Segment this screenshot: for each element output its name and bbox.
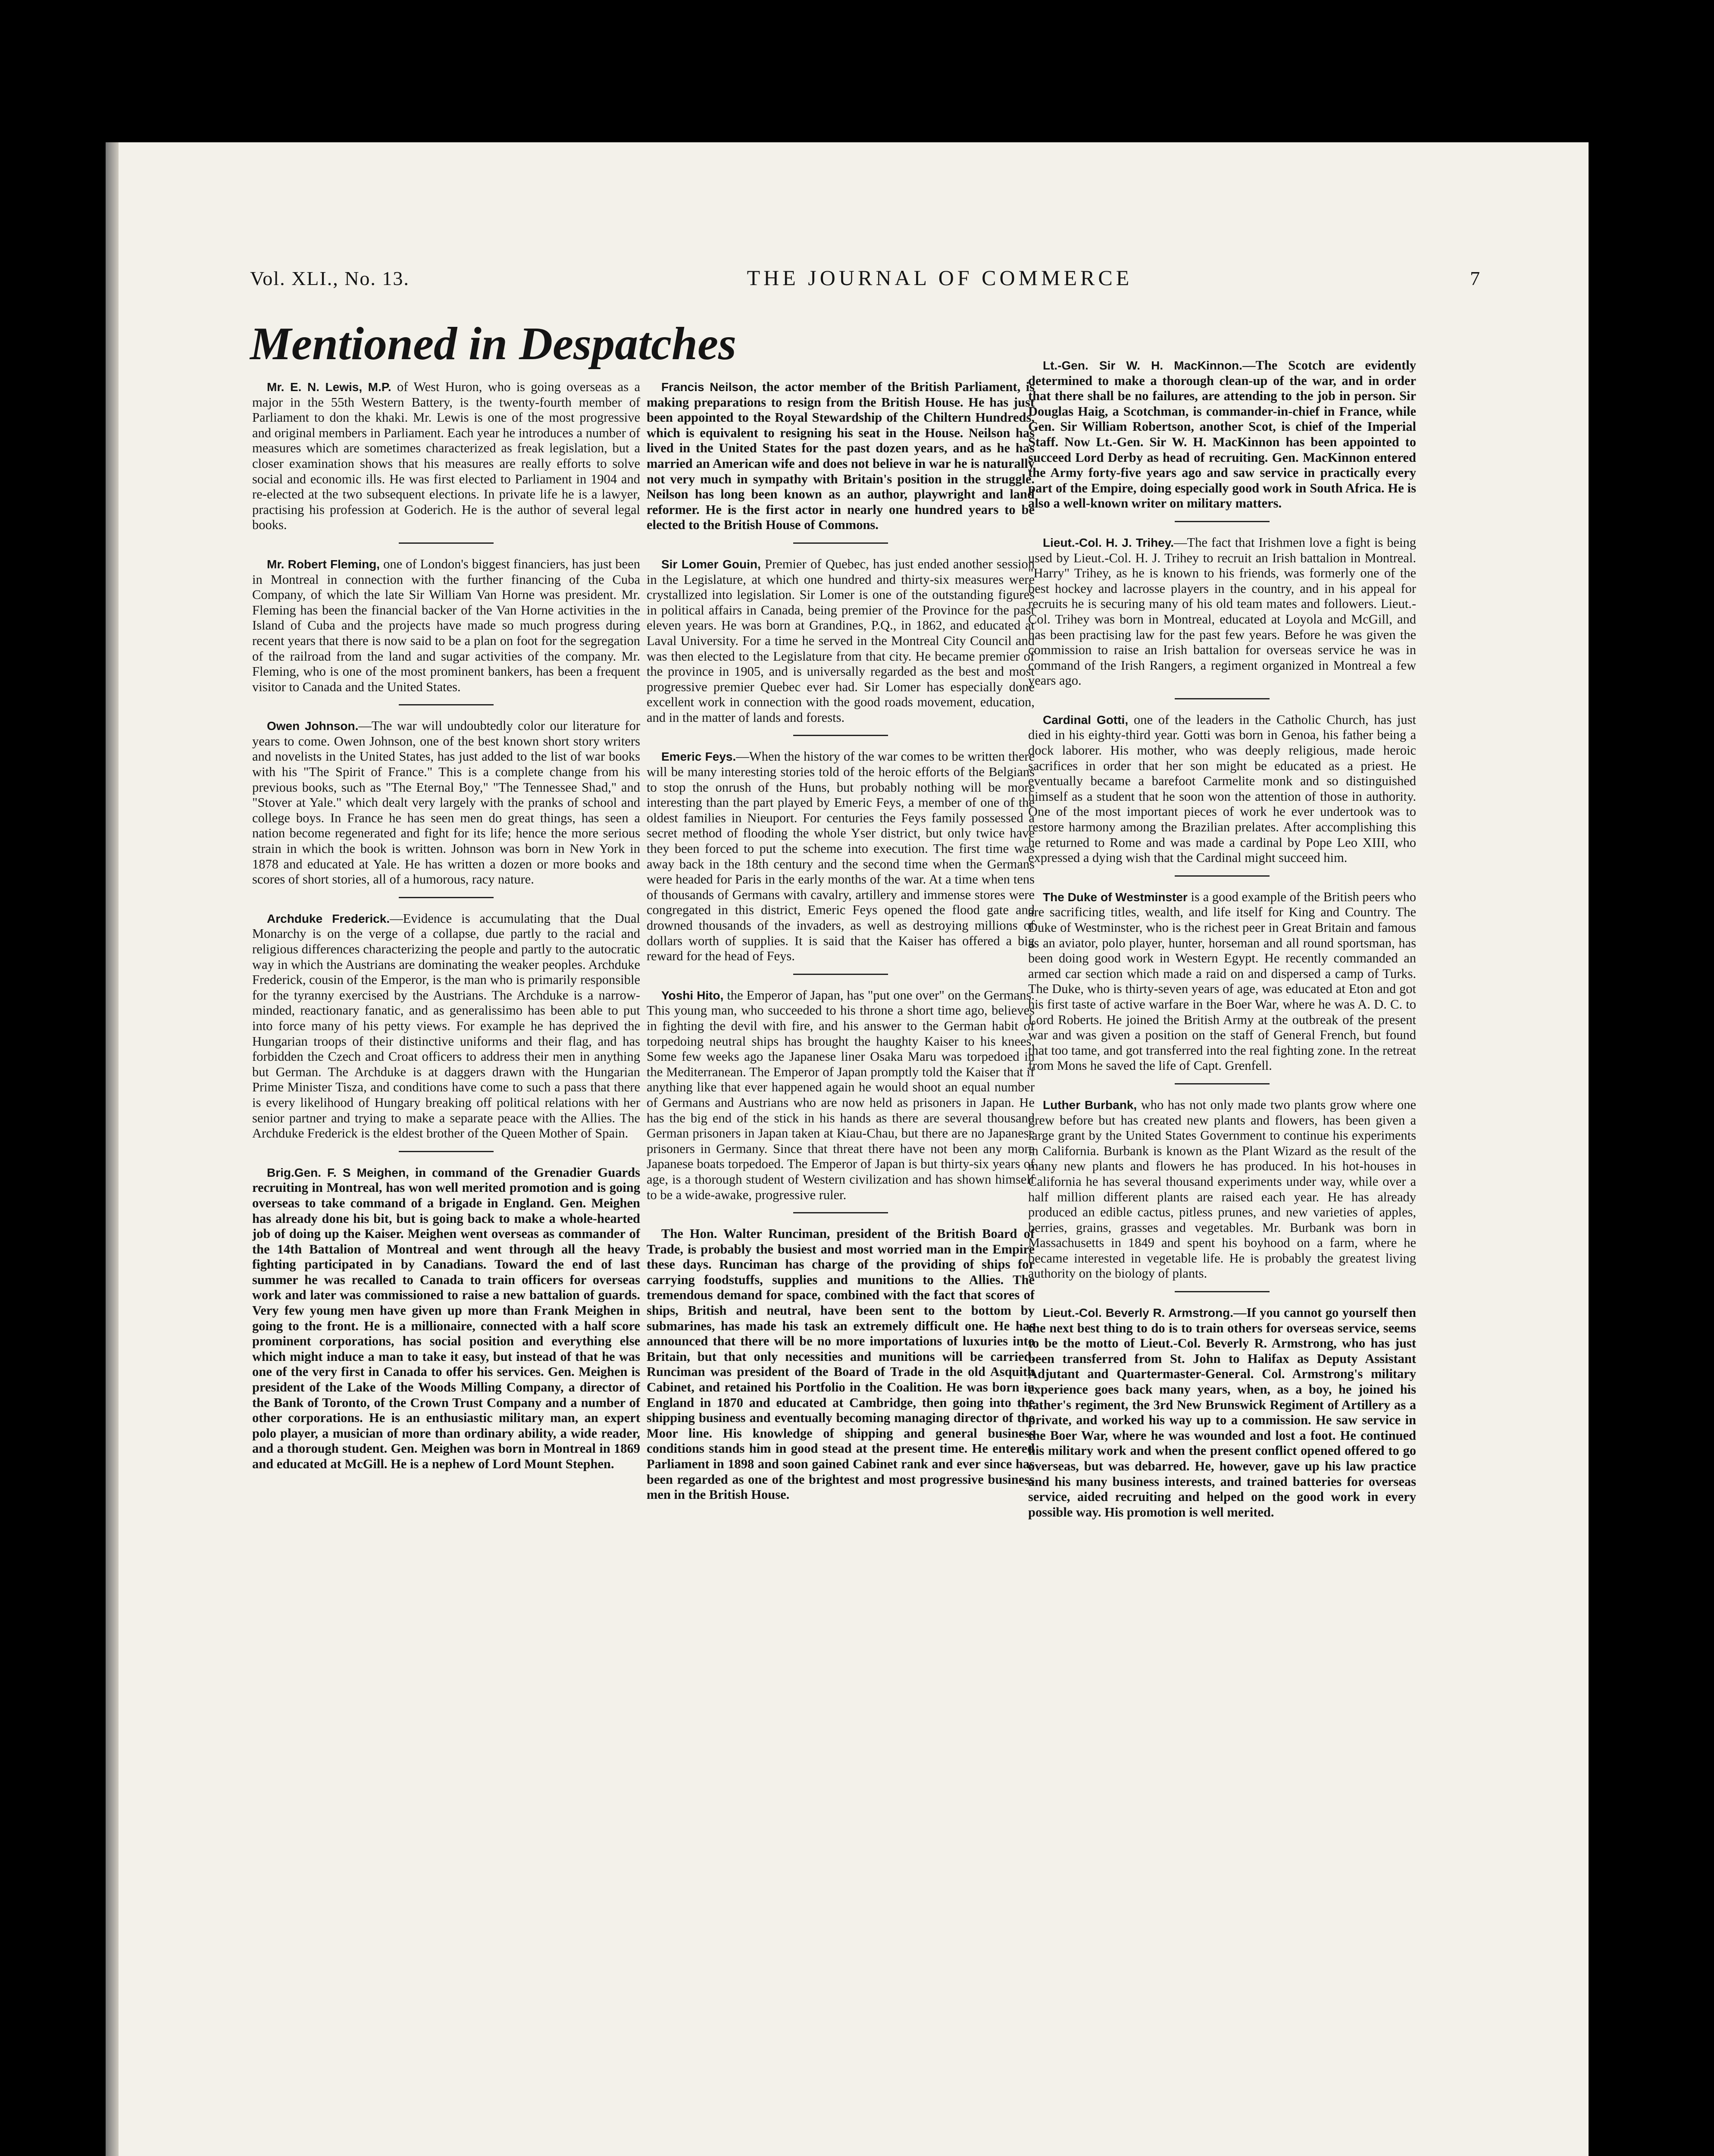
article-lewis: [252, 379, 640, 533]
article-name: Owen Johnson.: [267, 719, 359, 733]
article-name: Emeric Feys.: [661, 750, 736, 764]
article-text: is a good example of the British peers who are sacrificing titles, wealth, and life itself for King and Country. The Duke of Westminster, who is the richest peer in Great Britain and famous as an aviator, polo player, hunter, horseman and all round sportsman, has been doing good work in Western Egypt. He recently commanded an armed car section which made a raid on and dispersed a camp of Turks. The Duke, who is thirty-seven years of age, was educated at Eton and got his first taste of active warfare in the Boer War, where he was A. D. C. to Lord Roberts. He joined the British Army at the outbreak of the present war and was given a position on the staff of General French, but found that too tame, and got transferred into the real fighting zone. In the retreat from Mons he saved the life of Capt. Grenfell.: [1028, 889, 1416, 1073]
article-divider: [399, 1151, 494, 1152]
article-text: —The fact that Irishmen love a fight is being used by Lieut.-Col. H. J. Trihey to recruit an Irish battalion in Montreal. "Harry" Trihey, as he is known to his friends, was formerly one of the best hockey and lacrosse players in the country, and in his appeal for recruits he is securing many of his old team mates and followers. Lieut.-Col. Trihey was born in Montreal, educated at Loyola and McGill, and has been practising law for the past few years. Before he was given the commission to raise an Irish battalion for overseas service he was in command of the Irish Rangers, a regiment organized in Montreal a few years ago.: [1028, 535, 1416, 688]
article-name: Cardinal Gotti,: [1043, 713, 1129, 727]
article-text: —If you cannot go yourself then the next best thing to do is to train others for overseas service, seems to be the motto of Lieut.-Col. Beverly R. Armstrong, who has just been transferred from St. John to Halifax as Deputy Assistant Adjutant and Quartermaster-General. Col. Armstrong's military experience goes back many years, when, as a boy, he joined his father's regiment, the 3rd New Brunswick Regiment of Artillery as a private, and worked his way up to a commission. He saw service in the Boer War, where he was wounded and lost a foot. He continued his military work and when the present conflict opened offered to go overseas, but was debarred. He, however, gave up his law practice and his many business interests, and trained batteries for overseas service, aided recruiting and helped on the good work in every possible way. His promotion is well merited.: [1028, 1305, 1416, 1520]
article-divider: [1175, 1083, 1270, 1084]
article-divider: [793, 974, 888, 975]
newspaper-page: [106, 142, 1589, 2156]
page-header: [250, 265, 1481, 304]
article-text: in command of the Grenadier Guards recruiting in Montreal, has won well merited promotion and is going overseas to take command of a brigade in England. Gen. Meighen has already done his bit, but is going back to make a whole-hearted job of doing up the Kaiser. Meighen went overseas as commander of the 14th Battalion of Montreal and went through all the heavy fighting participated in by Canadians. Toward the end of last summer he was recalled to Canada to train officers for overseas work and later was commissioned to raise a new battalion of guards. Very few young men have given up more than Frank Meighen in going to the front. He is a millionaire, connected with a half score prominent corporations, has social position and everything else which might induce a man to take it easy, but instead of that he was one of the very first in Canada to offer his services. Gen. Meighen is president of the Lake of the Woods Milling Company, a director of the Bank of Toronto, of the Crown Trust Company and a number of other corporations. He is an enthusiastic military man, an expert polo player, a musician of more than ordinary ability, a wide reader, and a thorough student. Gen. Meighen was born in Montreal in 1869 and educated at McGill. He is a nephew of Lord Mount Stephen.: [252, 1165, 640, 1471]
article-armstrong: [1028, 1305, 1416, 1520]
article-divider: [793, 735, 888, 736]
article-frederick: [252, 911, 640, 1141]
article-divider: [793, 1212, 888, 1213]
article-name: Luther Burbank,: [1043, 1098, 1137, 1112]
article-text: the Emperor of Japan, has "put one over" on the Germans. This young man, who succeeded to his throne a short time ago, believes in fighting the devil with fire, and his answer to the German habit of torpedoing neutral ships has brought the haughty Kaiser to his knees. Some few weeks ago the Japanese liner Osaka Maru was torpedoed in the Mediterranean. The Emperor of Japan promptly told the Kaiser that if anything like that ever happened again he would shoot an equal number of Germans and Austrians who are now held as prisoners in Japan. He has the big end of the stick in his hands as there are several thousand German prisoners in Japan taken at Kiau-Chau, but there are no Japanese prisoners in Germany. Since that threat there have not been any more Japanese boats torpedoed. The Emperor of Japan is but thirty-six years of age, is a thorough student of Western civilization and has shown himself to be a wide-awake, progressive ruler.: [647, 987, 1035, 1202]
column-1: [252, 379, 640, 2156]
masthead-spacer: [647, 362, 1035, 379]
article-text: who has not only made two plants grow where one grew before but has created new plants and flowers, has been given a large grant by the United States Government to continue his experiments in California. Burbank is known as the Plant Wizard as the result of the many new plants and flowers he has produced. In his hot-houses in California he has several thousand experiments under way, while over a half million different plants are raised each year. He has already produced an edible cactus, pitless prunes, and new varieties of apples, berries, grains, grasses and vegetables. Mr. Burbank was born in Massachusetts in 1849 and spent his boyhood on a farm, where he became interested in vegetable life. He is probably the greatest living authority on the biology of plants.: [1028, 1097, 1416, 1281]
article-trihey: [1028, 535, 1416, 689]
article-divider: [1175, 521, 1270, 522]
article-name: Brig.Gen. F. S Meighen,: [267, 1166, 409, 1179]
article-gouin: [647, 557, 1035, 726]
article-name: Lt.-Gen. Sir W. H. MacKinnon.: [1043, 359, 1242, 372]
article-text: —When the history of the war comes to be written there will be many interesting stories told of the heroic efforts of the Belgians to stop the onrush of the Huns, but probably nothing will be more interesting than the part played by Emeric Feys, a member of one of the oldest families in Nieuport. For centuries the Feys family possessed a secret method of flooding the whole Yser district, but only twice have they been forced to put the scheme into execution. The first time was away back in the 18th century and the second time when the Germans were headed for Paris in the early months of the war. At a time when tens of thousands of Germans with cavalry, artillery and immense stores were congregated in this district, Emeric Feys opened the flood gate and drowned thousands of the invaders, as well as destroying millions of dollars worth of supplies. It is said that the Kaiser has offered a big reward for the head of Feys.: [647, 749, 1035, 964]
page-number: 7: [1470, 267, 1481, 289]
article-meighen: [252, 1165, 640, 1472]
column-3: [1028, 358, 1416, 2156]
article-burbank: [1028, 1097, 1416, 1282]
section-masthead: Mentioned in Despatches: [250, 318, 737, 370]
article-text: Premier of Quebec, has just ended another session in the Legislature, at which one hundred and thirty-six measures were crystallized into legislation. Sir Lomer is one of the outstanding figures in political affairs in Canada, being premier of the Province for the past eleven years. He was born at Grandines, P.Q., in 1862, and educated at Laval University. For a time he served in the Montreal City Council and was then elected to the Legislature from that city. He became premier of the province in 1905, and is universally regarded as the best and most progressive premier Quebec ever had. Sir Lomer has especially done excellent work in connection with the good roads movement, education, and in the matter of lands and forests.: [647, 556, 1035, 725]
article-text: —Evidence is accumulating that the Dual Monarchy is on the verge of a collapse, due partly to the racial and religious differences characterizing the people and partly to the autocratic way in which the Austrians are dominating the weaker peoples. Archduke Frederick, cousin of the Emperor, is the man who is primarily responsible for the tyranny exercised by the Austrians. The Archduke is a narrow-minded, reactionary fanatic, and as generalissimo has been able to put into force many of his petty views. For example he has deprived the Hungarian troops of their distinctive uniforms and their flag, and has forbidden the Czech and Croat officers to address their men in anything but German. The Archduke is at daggers drawn with the Hungarian Prime Minister Tisza, and conditions have come to such a pass that there is every likelihood of Hungary breaking off political relations with her senior partner and trying to make a separate peace with the Allies. The Archduke Frederick is the eldest brother of the Queen Mother of Spain.: [252, 911, 640, 1141]
article-mackinnon: [1028, 358, 1416, 511]
article-text: the actor member of the British Parliament, is making preparations to resign from the British House. He has just been appointed to the Royal Stewardship of the Chiltern Hundreds, which is equivalent to resigning his seat in the House. Neilson has lived in the United States for the past dozen years, and as he has married an American wife and does not believe in war he is naturally not very much in sympathy with Britain's position in the struggle. Neilson has long been known as an author, playwright and land reformer. He is the first actor in nearly one hundred years to be elected to the British House of Commons.: [647, 379, 1035, 533]
article-text: —The Scotch are evidently determined to make a thorough clean-up of the war, and in order that there shall be no failures, are attending to the job in person. Sir Douglas Haig, a Scotchman, is commander-in-chief in France, while Gen. Sir William Robertson, another Scot, is chief of the Imperial Staff. Now Lt.-Gen. Sir W. H. MacKinnon has been appointed to succeed Lord Derby as head of recruiting. Gen. MacKinnon entered the Army forty-five years ago and saw service in practically every part of the Empire, doing especially good work in South Africa. He is also a well-known writer on military matters.: [1028, 358, 1416, 511]
article-text: —The war will undoubtedly color our literature for years to come. Owen Johnson, one of the best known short story writers and novelists in the United States, has just added to the list of war books with his "The Spirit of France." This is a complete change from his previous books, such as "The Eternal Boy," "The Tennessee Shad," and "Stover at Yale." which dealt very largely with the pranks of school and college boys. In France he has seen men do great things, has seen a nation become regenerated and fight for its life; hence the more serious strain in which the book is written. Johnson was born in New York in 1878 and educated at Yale. He has written a dozen or more books and scores of short stories, all of a humorous, racy nature.: [252, 718, 640, 887]
article-divider: [399, 704, 494, 705]
article-name: Sir Lomer Gouin,: [661, 557, 761, 571]
article-divider: [1175, 875, 1270, 877]
article-divider: [399, 542, 494, 544]
article-yoshi-hito: [647, 988, 1035, 1203]
article-text: of West Huron, who is going overseas as a major in the 55th Western Battery, is the twenty-fourth member of Parliament to don the khaki. Mr. Lewis is one of the most progressive and original members in Parliament. Each year he introduces a number of measures which are sometimes characterized as freak legislation, but a closer examination shows that his measures are really efforts to solve social and economic ills. He was first elected to Parliament in 1904 and re-elected at the two subsequent elections. In private life he is a lawyer, practising his profession at Goderich. He is the author of several legal books.: [252, 379, 640, 533]
article-divider: [1175, 698, 1270, 699]
article-divider: [399, 897, 494, 898]
article-name: Francis Neilson,: [661, 380, 757, 394]
article-name: Lieut.-Col. Beverly R. Armstrong.: [1043, 1306, 1234, 1320]
article-johnson: [252, 718, 640, 887]
article-name: The Duke of Westminster: [1043, 890, 1188, 904]
article-fleming: [252, 557, 640, 695]
article-neilson: [647, 379, 1035, 533]
article-text: one of the leaders in the Catholic Church, has just died in his eighty-third year. Gotti was born in Genoa, his father being a dock laborer. His mother, who was deeply religious, made heroic sacrifices in order that her son might be educated as a priest. He eventually became a barefoot Carmelite monk and so distinguished himself as a student that he soon won the attention of those in authority. One of the most important pieces of work he ever undertook was to restore harmony among the Brazilian prelates. After accomplishing this he returned to Rome and was made a cardinal by Pope Leo XIII, who expressed a dying wish that the Cardinal might succeed him.: [1028, 712, 1416, 865]
article-name: Yoshi Hito,: [661, 988, 724, 1002]
article-name: Lieut.-Col. H. J. Trihey.: [1043, 536, 1174, 549]
article-text: one of London's biggest financiers, has just been in Montreal in connection with the further financing of the Cuba Company, of which the late Sir William Van Horne was president. Mr. Fleming has been the financial backer of the Van Horne activities in the Island of Cuba and the projects have made so much progress during recent years that there is now said to be a plan on foot for the segregation of the railroad from the land and sugar activities of the company. Mr. Fleming, who is one of the most prominent bankers, has been a frequent visitor to Canada and the United States.: [252, 556, 640, 694]
column-2: [647, 362, 1035, 2156]
volume-number: Vol. XLI., No. 13.: [250, 267, 410, 289]
article-westminster: [1028, 890, 1416, 1074]
article-runciman: [647, 1226, 1035, 1503]
page-spine-shadow: [106, 142, 119, 2156]
article-divider: [1175, 1291, 1270, 1292]
journal-title: THE JOURNAL OF COMMERCE: [747, 266, 1133, 290]
article-feys: [647, 749, 1035, 964]
article-name: Mr. E. N. Lewis, M.P.: [267, 380, 391, 394]
article-name: Mr. Robert Fleming,: [267, 557, 380, 571]
article-gotti: [1028, 712, 1416, 866]
article-divider: [793, 542, 888, 544]
article-text: The Hon. Walter Runciman, president of the British Board of Trade, is probably the busiest and most worried man in the Empire these days. Runciman has charge of the providing of ships for carrying foodstuffs, supplies and munitions to the Allies. The tremendous demand for space, combined with the fact that scores of ships, British and neutral, have been sent to the bottom by submarines, has made his task an extremely difficult one. He has announced that there will be no more importations of luxuries into Britain, but that only necessities and munitions will be carried. Runciman was president of the Board of Trade in the old Asquith Cabinet, and retained his Portfolio in the Coalition. He was born in England in 1870 and educated at Cambridge, then going into the shipping business and eventually becoming managing director of the Moor line. His knowledge of shipping and general business conditions stands him in good stead at the present time. He entered Parliament in 1898 and soon gained Cabinet rank and ever since has been regarded as one of the brightest and most progressive business men in the British House.: [647, 1226, 1035, 1502]
article-name: Archduke Frederick.: [267, 912, 390, 925]
